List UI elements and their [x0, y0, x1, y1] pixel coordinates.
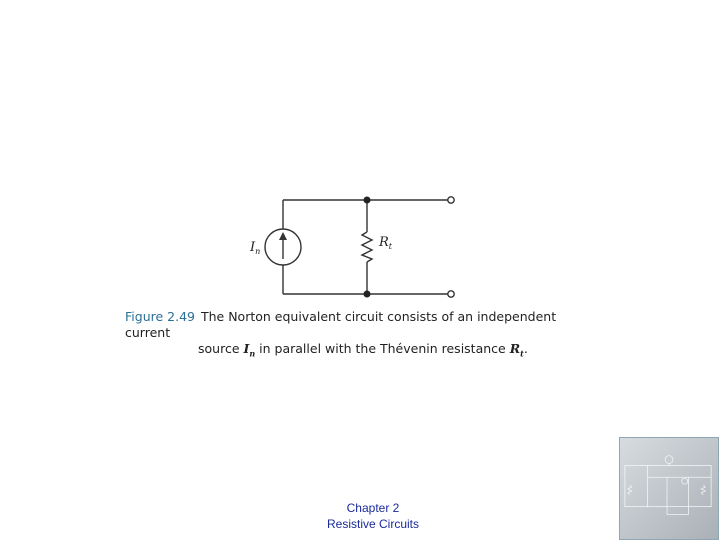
caption-var-rt: $R_t$ [509, 341, 524, 359]
slide-footer [273, 500, 473, 532]
figure-label: Figure 2.49 [125, 309, 195, 324]
thumbnail-circuit-icon [620, 438, 718, 539]
node-top [364, 197, 371, 204]
circuit-thumbnail-image [619, 437, 719, 540]
terminal-top [448, 197, 454, 203]
current-arrow-head [279, 232, 287, 240]
terminal-bottom [448, 291, 454, 297]
figure-caption [125, 309, 595, 362]
caption-period: . [523, 341, 528, 356]
caption-line-2 [125, 341, 595, 362]
footer-chapter: Chapter 2 [346, 501, 400, 515]
node-bottom [364, 291, 371, 298]
caption-text-source: source [198, 341, 240, 356]
caption-line-1: The Norton equivalent circuit consists of an independent current [125, 309, 557, 340]
footer-title: Resistive Circuits [326, 517, 419, 531]
caption-var-in: $I_n$ [243, 341, 256, 359]
resistor-label: $R_t$ [379, 235, 393, 251]
norton-circuit-diagram [240, 185, 470, 305]
source-label: $I_n$ [250, 240, 261, 256]
resistor-zigzag [362, 232, 372, 262]
caption-text-parallel: in parallel with the Thévenin resistance [259, 341, 506, 356]
